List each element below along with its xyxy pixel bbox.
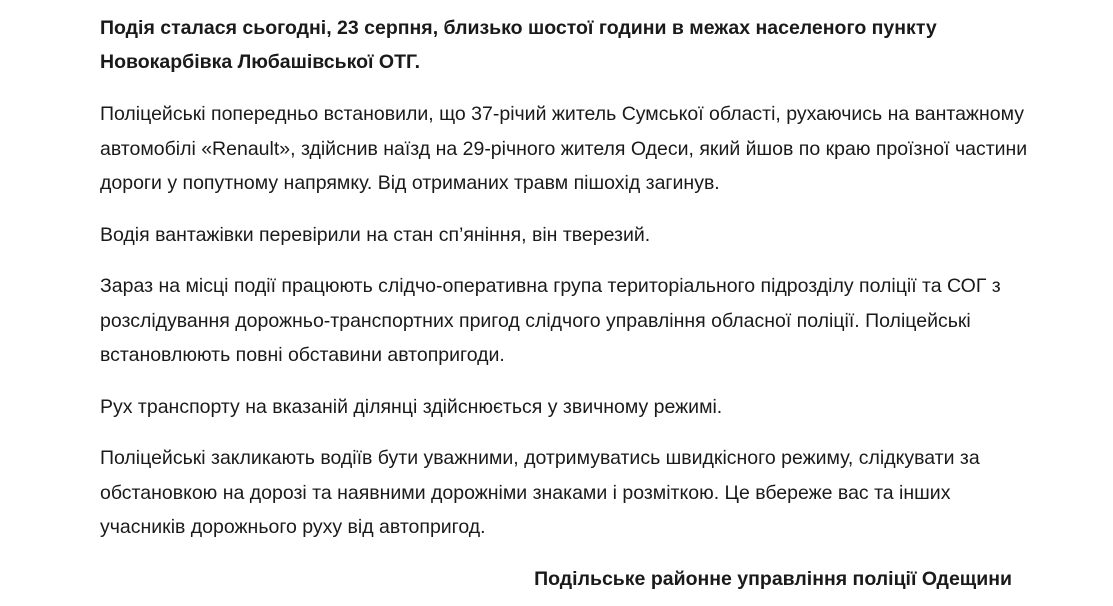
article-paragraph: Зараз на місці події працюють слідчо-оперативна група територіального підрозділу поліції та СОГ з розслідування дорожньо-транспортних пригод слідчого управління обласної поліції. Поліцейські встановлюють повні обставини автопригоди. xyxy=(100,275,1001,366)
article-paragraph: Рух транспорту на вказаній ділянці здійснюється у звичному режимі. xyxy=(100,395,723,418)
article-paragraph: Поліцейські попередньо встановили, що 37-річий житель Сумської області, рухаючись на вантажному автомобілі «Renault», здійснив наїзд на 29-річного жителя Одеси, який йшов по краю проїзної частини дороги у попутному напрямку. Від отриманих травм пішохід загинув. xyxy=(100,103,1028,194)
article-body xyxy=(100,11,1030,562)
article-paragraph: Поліцейські закликають водіїв бути уважними, дотримуватись швидкісного режиму, слідкувати за обстановкою на дорозі та наявними дорожніми знаками і розміткою. Це вбереже вас та інших учасників дорожнього руху від автопригод. xyxy=(100,447,980,538)
article-signature: Подільське районне управління поліції Одещини xyxy=(534,568,1012,590)
article-paragraph: Водія вантажівки перевірили на стан сп’яніння, він тверезий. xyxy=(100,223,651,246)
article-lead: Подія сталася сьогодні, 23 серпня, близько шостої години в межах населеного пункту Новокарбівка Любашівської ОТГ. xyxy=(100,17,937,73)
